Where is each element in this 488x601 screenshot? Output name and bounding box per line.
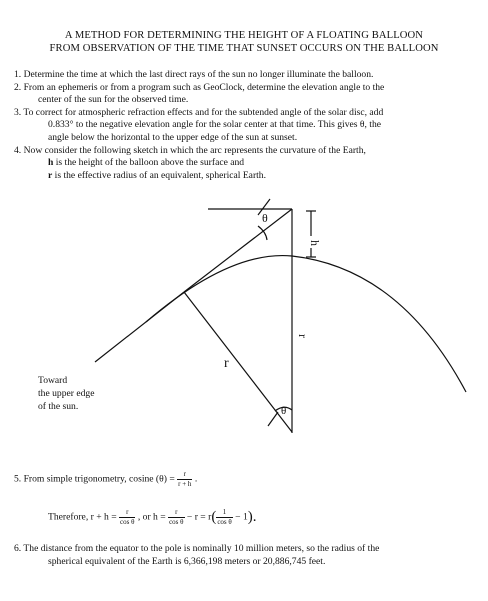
fraction-r-over-cos — [119, 508, 135, 527]
therefore-text: Therefore, r + h = — [48, 511, 120, 523]
toward-label-line-2: the upper edge — [38, 388, 95, 399]
or-text: , or h = — [135, 511, 169, 523]
step-2-line-1: 2. From an ephemeris or from a program such as GeoClock, determine the elevation angle to the — [14, 82, 385, 93]
therefore-formula — [48, 508, 257, 527]
theta-bottom-label: θ — [281, 405, 287, 417]
cosine-fraction — [177, 470, 192, 489]
paren-open: ( — [211, 509, 217, 525]
step-4-line-2-text: is the height of the balloon above the surface and — [53, 157, 245, 168]
step-5-text: 5. From simple trigonometry, cosine (θ) = — [14, 473, 178, 485]
fraction-3-denominator: cos θ — [217, 518, 232, 526]
fraction-2-numerator: r — [168, 508, 184, 518]
variable-r: r — [48, 170, 53, 181]
tangent-line — [184, 209, 292, 292]
step-5-suffix: . — [192, 473, 198, 485]
h-label: h — [308, 240, 322, 246]
fraction-h — [168, 508, 184, 527]
variable-h: h — [48, 157, 54, 168]
document-title-line-1: A METHOD FOR DETERMINING THE HEIGHT OF A FLOATING BALLOON — [64, 30, 424, 41]
earth-curvature-arc — [146, 256, 466, 392]
theta-bottom-arrow — [268, 412, 278, 426]
cosine-denominator: r + h — [178, 480, 192, 488]
toward-label-line-1: Toward — [38, 375, 68, 386]
paren-close: ). — [247, 509, 257, 525]
radius-label-right: r — [296, 334, 310, 338]
step-2-line-2: center of the sun for the observed time. — [38, 94, 189, 105]
document-title-line-2: FROM OBSERVATION OF THE TIME THAT SUNSET OCCURS ON THE BALLOON — [49, 43, 439, 54]
step-3-line-1: 3. To correct for atmospheric refraction effects and for the subtended angle of the solar disc, add — [14, 107, 384, 118]
step-1: 1. Determine the time at which the last direct rays of the sun no longer illuminate the balloon. — [14, 69, 374, 80]
cosine-numerator: r — [177, 470, 192, 480]
radius-label-left: r — [224, 356, 229, 371]
theta-top-label: θ — [262, 211, 268, 225]
fraction-one-over-cos — [216, 508, 232, 527]
step-3-line-2: 0.833° to the negative elevation angle for the solar center at that time. This gives θ, the — [48, 119, 382, 130]
theta-top-arc — [258, 226, 267, 240]
step-4-line-1: 4. Now consider the following sketch in which the arc represents the curvature of the Earth, — [14, 145, 366, 156]
step-6-line-1: 6. The distance from the equator to the pole is nominally 10 million meters, so the radius of the — [14, 543, 380, 554]
minus-r-text: − r = r — [184, 511, 212, 523]
step-6-line-2: spherical equivalent of the Earth is 6,366,198 meters or 20,886,745 feet. — [48, 556, 326, 567]
fraction-3-numerator: 1 — [216, 508, 232, 518]
fraction-1-numerator: r — [119, 508, 135, 518]
step-4-line-3-text: is the effective radius of an equivalent, spherical Earth. — [52, 170, 266, 181]
minus-one-text: − 1 — [232, 511, 248, 523]
fraction-2-denominator: cos θ — [169, 518, 184, 526]
fraction-1-denominator: cos θ — [120, 518, 135, 526]
toward-label-line-3: of the sun. — [38, 401, 79, 412]
step-3-line-3: angle below the horizontal to the upper edge of the sun at sunset. — [48, 132, 298, 143]
step-5-formula — [14, 470, 197, 489]
